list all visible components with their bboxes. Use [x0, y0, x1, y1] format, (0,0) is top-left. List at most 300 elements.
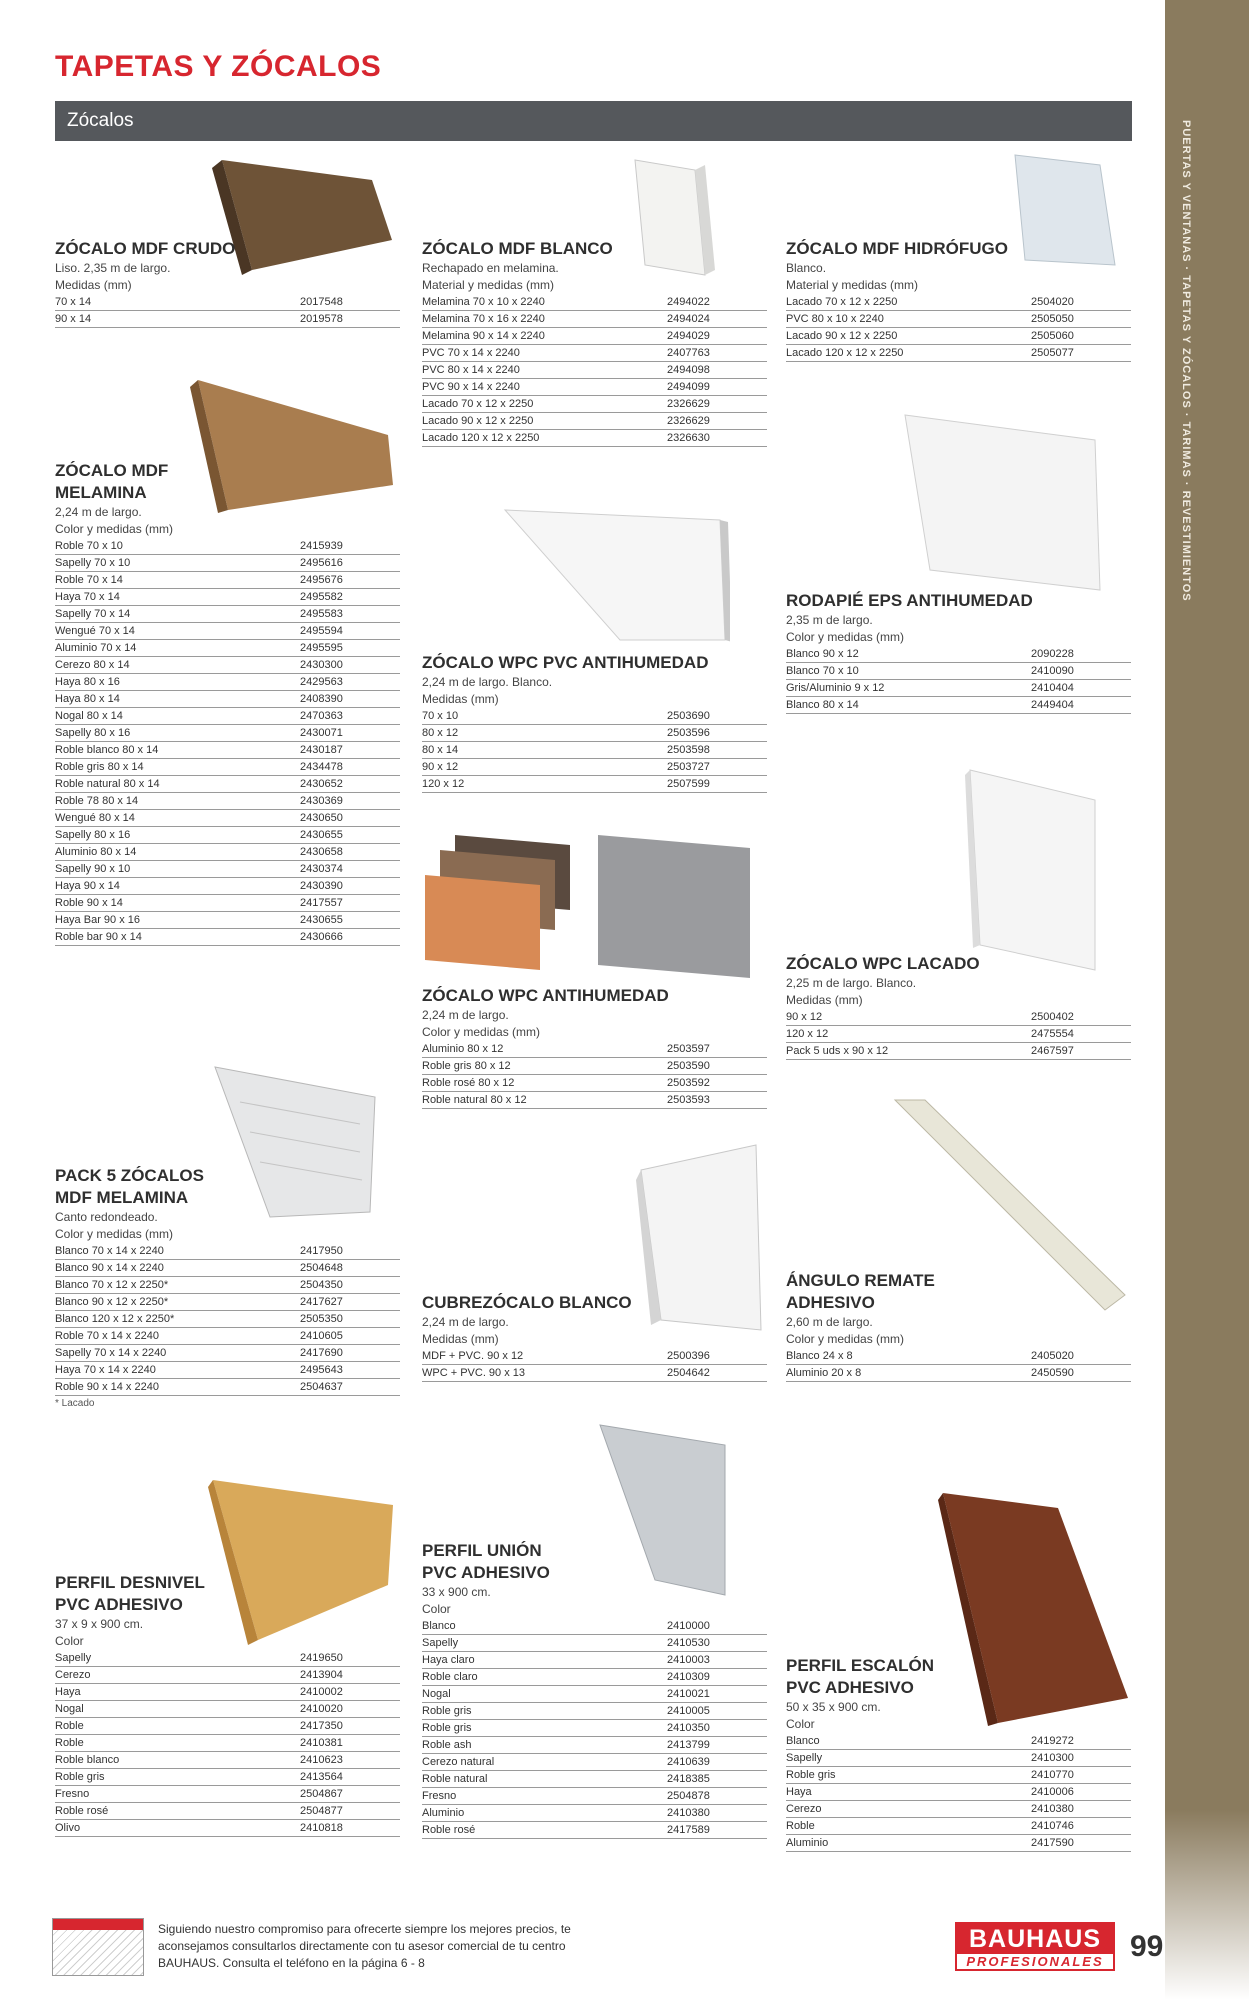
product-rows: [55, 294, 400, 328]
section-bar: [55, 101, 1132, 141]
row-label: Aluminio 80 x 12: [422, 1043, 504, 1055]
row-label: Gris/Aluminio 9 x 12: [786, 682, 885, 694]
row-label: Blanco 80 x 14: [786, 699, 859, 711]
table-row: [55, 1294, 400, 1311]
table-row: [55, 657, 400, 674]
row-label: Roble: [55, 1737, 84, 1749]
table-row: [786, 1750, 1131, 1767]
product-description: 2,24 m de largo.: [55, 505, 142, 519]
rodapie-eps-image: [900, 410, 1105, 595]
product-zocalo-mdf-hidrofugo: [786, 238, 1131, 362]
row-label: Haya 70 x 14 x 2240: [55, 1364, 156, 1376]
row-label: Cerezo 80 x 14: [55, 659, 130, 671]
row-label: Nogal 80 x 14: [55, 710, 123, 722]
row-label: Haya: [786, 1786, 812, 1798]
table-row: [786, 1043, 1131, 1060]
row-code: 2408390: [300, 693, 343, 705]
product-name: ZÓCALO MDF: [55, 461, 169, 480]
row-label: Blanco 70 x 10: [786, 665, 859, 677]
row-code: 2410006: [1031, 1786, 1074, 1798]
row-label: Roble rosé: [55, 1805, 109, 1817]
row-code: 2495594: [300, 625, 343, 637]
row-label: PVC 80 x 14 x 2240: [422, 364, 520, 376]
row-label: Blanco: [422, 1620, 456, 1632]
row-code: 2505077: [1031, 347, 1074, 359]
product-zocalo-mdf-blanco: [422, 238, 767, 447]
table-row: [786, 1801, 1131, 1818]
table-row: [422, 362, 767, 379]
row-code: 2419272: [1031, 1735, 1074, 1747]
row-label: Roble ash: [422, 1739, 472, 1751]
row-code: 2326629: [667, 415, 710, 427]
table-row: [55, 827, 400, 844]
row-label: Roble: [55, 1720, 84, 1732]
table-row: [786, 311, 1131, 328]
table-row: [55, 776, 400, 793]
product-note: * Lacado: [55, 1398, 95, 1409]
product-description: Blanco.: [786, 261, 827, 275]
product-zocalo-mdf-melamina: [55, 460, 400, 946]
table-row: [55, 1311, 400, 1328]
product-rows: [786, 294, 1131, 362]
row-code: 2495676: [300, 574, 343, 586]
row-code: 2410818: [300, 1822, 343, 1834]
product-name: ZÓCALO WPC ANTIHUMEDAD: [422, 986, 669, 1005]
row-label: Wengué 80 x 14: [55, 812, 135, 824]
product-rows: [55, 1650, 400, 1837]
row-code: 2410309: [667, 1671, 710, 1683]
row-code: 2413564: [300, 1771, 343, 1783]
row-code: 2410380: [1031, 1803, 1074, 1815]
table-row: [55, 691, 400, 708]
row-label: Blanco: [786, 1735, 820, 1747]
row-code: 2430666: [300, 931, 343, 943]
row-code: 2413799: [667, 1739, 710, 1751]
product-description: 2,24 m de largo.: [422, 1315, 509, 1329]
product-table-header: Color y medidas (mm): [786, 1332, 905, 1346]
row-label: 80 x 14: [422, 744, 459, 756]
row-label: Sapelly 80 x 16: [55, 727, 131, 739]
row-code: 2495582: [300, 591, 343, 603]
row-code: 2495643: [300, 1364, 343, 1376]
product-description: 2,24 m de largo. Blanco.: [422, 675, 553, 689]
product-name-line-2: MELAMINA: [55, 483, 147, 502]
row-code: 2475554: [1031, 1028, 1074, 1040]
product-table-header: Color: [55, 1634, 84, 1648]
table-row: [55, 810, 400, 827]
row-code: 2504637: [300, 1381, 343, 1393]
row-label: Haya 80 x 14: [55, 693, 120, 705]
side-tab-label: PUERTAS Y VENTANAS · TAPETAS Y ZÓCALOS · TARIMAS · REVESTIMIENTOS: [1180, 120, 1192, 602]
zocalo-wpc-lacado-image: [965, 765, 1105, 975]
row-label: 90 x 12: [422, 761, 459, 773]
row-code: 2326630: [667, 432, 710, 444]
row-code: 2504878: [667, 1790, 710, 1802]
row-label: Haya claro: [422, 1654, 475, 1666]
row-label: Sapelly 70 x 14 x 2240: [55, 1347, 167, 1359]
row-code: 2410605: [300, 1330, 343, 1342]
row-label: Roble 70 x 10: [55, 540, 123, 552]
table-row: [422, 311, 767, 328]
row-code: 2495595: [300, 642, 343, 654]
row-label: Roble natural: [422, 1773, 488, 1785]
table-row: [422, 1754, 767, 1771]
row-label: Sapelly 70 x 14: [55, 608, 131, 620]
brand-subtitle: PROFESIONALES: [955, 1952, 1115, 1971]
table-row: [55, 572, 400, 589]
row-code: 2410300: [1031, 1752, 1074, 1764]
table-row: [55, 555, 400, 572]
section-label: Zócalos: [67, 110, 134, 131]
row-label: PVC 80 x 10 x 2240: [786, 313, 884, 325]
row-code: 2405020: [1031, 1350, 1074, 1362]
row-code: 2494098: [667, 364, 710, 376]
row-label: Roble gris 80 x 14: [55, 761, 144, 773]
row-label: Cerezo: [55, 1669, 91, 1681]
table-row: [786, 1818, 1131, 1835]
row-label: Aluminio: [786, 1837, 829, 1849]
side-tab-fade: [1165, 1810, 1249, 2000]
product-perfil-union: [422, 1540, 767, 1839]
row-code: 2417690: [300, 1347, 343, 1359]
table-row: [55, 861, 400, 878]
table-row: [422, 1737, 767, 1754]
product-name: ZÓCALO MDF HIDRÓFUGO: [786, 239, 1008, 258]
row-code: 2419650: [300, 1652, 343, 1664]
row-label: Roble blanco 80 x 14: [55, 744, 159, 756]
row-code: 2495616: [300, 557, 343, 569]
product-rows: [422, 708, 767, 793]
product-perfil-escalon: [786, 1655, 1131, 1852]
row-code: 2017548: [300, 296, 343, 308]
row-label: Fresno: [55, 1788, 90, 1800]
row-code: 2430187: [300, 744, 343, 756]
table-row: [422, 430, 767, 447]
table-row: [55, 1701, 400, 1718]
product-rows: [422, 294, 767, 447]
row-code: 2410530: [667, 1637, 710, 1649]
row-code: 2503690: [667, 710, 710, 722]
row-label: Lacado 70 x 12 x 2250: [422, 398, 534, 410]
page-title: TAPETAS Y ZÓCALOS: [55, 50, 382, 83]
row-label: Olivo: [55, 1822, 81, 1834]
table-row: [55, 1735, 400, 1752]
product-table-header: Color y medidas (mm): [786, 630, 905, 644]
row-code: 2494024: [667, 313, 710, 325]
table-row: [422, 1365, 767, 1382]
table-row: [422, 1635, 767, 1652]
product-description: 2,24 m de largo.: [422, 1008, 509, 1022]
row-label: Cerezo natural: [422, 1756, 495, 1768]
product-name-line-2: ADHESIVO: [786, 1293, 875, 1312]
page-number: 99: [1130, 1930, 1164, 1963]
row-label: Pack 5 uds x 90 x 12: [786, 1045, 889, 1057]
row-code: 2410005: [667, 1705, 710, 1717]
row-code: 2410381: [300, 1737, 343, 1749]
row-code: 2505050: [1031, 313, 1074, 325]
table-row: [422, 1788, 767, 1805]
row-label: Roble gris: [55, 1771, 105, 1783]
product-description: 2,35 m de largo.: [786, 613, 873, 627]
table-row: [55, 1752, 400, 1769]
row-code: 2410639: [667, 1756, 710, 1768]
row-code: 2326629: [667, 398, 710, 410]
row-code: 2429563: [300, 676, 343, 688]
table-row: [422, 1686, 767, 1703]
table-row: [55, 1667, 400, 1684]
table-row: [422, 294, 767, 311]
row-label: PVC 70 x 14 x 2240: [422, 347, 520, 359]
table-row: [786, 1733, 1131, 1750]
row-label: PVC 90 x 14 x 2240: [422, 381, 520, 393]
row-code: 2494022: [667, 296, 710, 308]
table-row: [55, 1820, 400, 1837]
table-row: [55, 1650, 400, 1667]
product-name-line-2: PVC ADHESIVO: [422, 1563, 550, 1582]
row-label: 90 x 14: [55, 313, 92, 325]
product-name-line-2: MDF MELAMINA: [55, 1188, 189, 1207]
row-code: 2503592: [667, 1077, 710, 1089]
row-code: 2504867: [300, 1788, 343, 1800]
product-name: PERFIL ESCALÓN: [786, 1656, 934, 1675]
product-zocalo-mdf-crudo: [55, 238, 400, 328]
table-row: [55, 674, 400, 691]
row-label: Blanco 120 x 12 x 2250*: [55, 1313, 175, 1325]
row-label: Blanco 90 x 14 x 2240: [55, 1262, 164, 1274]
product-zocalo-wpc-antihumedad: [422, 985, 767, 1109]
table-row: [55, 708, 400, 725]
row-label: Roble natural 80 x 14: [55, 778, 160, 790]
product-table-header: Medidas (mm): [55, 278, 132, 292]
row-code: 2410404: [1031, 682, 1074, 694]
row-code: 2470363: [300, 710, 343, 722]
product-rows: [786, 646, 1131, 714]
product-name: ÁNGULO REMATE: [786, 1271, 935, 1290]
row-label: Roble: [786, 1820, 815, 1832]
row-code: 2410380: [667, 1807, 710, 1819]
row-label: Blanco 90 x 12 x 2250*: [55, 1296, 169, 1308]
table-row: [55, 1277, 400, 1294]
table-row: [422, 708, 767, 725]
table-row: [786, 663, 1131, 680]
product-table-header: Color: [786, 1717, 815, 1731]
row-code: 2504350: [300, 1279, 343, 1291]
row-code: 2090228: [1031, 648, 1074, 660]
row-label: Nogal: [422, 1688, 451, 1700]
row-code: 2449404: [1031, 699, 1074, 711]
product-description: 2,25 m de largo. Blanco.: [786, 976, 917, 990]
table-row: [55, 1328, 400, 1345]
row-label: Roble 70 x 14: [55, 574, 123, 586]
row-label: 80 x 12: [422, 727, 459, 739]
table-row: [55, 538, 400, 555]
zocalo-wpc-antihumedad-image: [420, 830, 755, 980]
table-row: [422, 345, 767, 362]
brand-name: BAUHAUS: [955, 1922, 1115, 1952]
table-row: [55, 640, 400, 657]
row-label: 120 x 12: [422, 778, 465, 790]
row-code: 2504642: [667, 1367, 710, 1379]
row-label: Sapelly 80 x 16: [55, 829, 131, 841]
side-tab: [1165, 0, 1249, 1810]
product-name-line-2: PVC ADHESIVO: [786, 1678, 914, 1697]
row-code: 2410770: [1031, 1769, 1074, 1781]
row-label: Sapelly: [786, 1752, 823, 1764]
table-row: [55, 1362, 400, 1379]
footer-text: Siguiendo nuestro compromiso para ofrecerte siempre los mejores precios, te aconsejamos consultarlos directamente con tu asesor comercial de tu centro BAUHAUS. Consulta el teléfono en la página 6 - 8: [158, 1922, 571, 1970]
table-row: [55, 895, 400, 912]
table-row: [786, 1767, 1131, 1784]
product-rows: [55, 538, 400, 946]
row-code: 2430071: [300, 727, 343, 739]
row-label: 120 x 12: [786, 1028, 829, 1040]
table-row: [55, 1803, 400, 1820]
table-row: [422, 328, 767, 345]
table-row: [786, 646, 1131, 663]
table-row: [55, 1243, 400, 1260]
product-zocalo-wpc-lacado: [786, 953, 1131, 1060]
zocalo-wpc-pvc-image: [500, 500, 730, 645]
row-label: Roble 90 x 14: [55, 897, 123, 909]
row-code: 2430650: [300, 812, 343, 824]
table-row: [55, 311, 400, 328]
product-rows: [786, 1348, 1131, 1382]
row-code: 2430655: [300, 829, 343, 841]
product-description: Canto redondeado.: [55, 1210, 158, 1224]
table-row: [422, 776, 767, 793]
row-label: Roble 90 x 14 x 2240: [55, 1381, 159, 1393]
row-code: 2417590: [1031, 1837, 1074, 1849]
table-row: [786, 680, 1131, 697]
row-label: Lacado 120 x 12 x 2250: [786, 347, 904, 359]
row-code: 2410002: [300, 1686, 343, 1698]
table-row: [786, 1365, 1131, 1382]
row-label: Blanco 70 x 12 x 2250*: [55, 1279, 169, 1291]
product-pack-5-zocalos: [55, 1165, 400, 1412]
row-code: 2450590: [1031, 1367, 1074, 1379]
table-row: [55, 606, 400, 623]
row-code: 2494099: [667, 381, 710, 393]
row-code: 2434478: [300, 761, 343, 773]
table-row: [786, 328, 1131, 345]
table-row: [55, 623, 400, 640]
row-code: 2430374: [300, 863, 343, 875]
row-label: Blanco 90 x 12: [786, 648, 859, 660]
product-name-line-2: PVC ADHESIVO: [55, 1595, 183, 1614]
table-row: [55, 878, 400, 895]
product-rows: [786, 1009, 1131, 1060]
row-code: 2500396: [667, 1350, 710, 1362]
table-row: [55, 1769, 400, 1786]
table-row: [422, 413, 767, 430]
table-row: [786, 1784, 1131, 1801]
table-row: [786, 345, 1131, 362]
table-row: [422, 1822, 767, 1839]
row-label: 70 x 14: [55, 296, 92, 308]
row-label: Melamina 90 x 14 x 2240: [422, 330, 545, 342]
row-label: Roble gris: [422, 1705, 472, 1717]
product-cubrezocalo-blanco: [422, 1292, 767, 1382]
row-label: Lacado 120 x 12 x 2250: [422, 432, 540, 444]
table-row: [422, 759, 767, 776]
row-label: Blanco 24 x 8: [786, 1350, 853, 1362]
product-name: ZÓCALO MDF CRUDO: [55, 239, 236, 258]
product-name: ZÓCALO WPC PVC ANTIHUMEDAD: [422, 653, 709, 672]
row-code: 2494029: [667, 330, 710, 342]
product-rows: [422, 1041, 767, 1109]
product-description: 37 x 9 x 900 cm.: [55, 1617, 144, 1631]
row-label: Blanco 70 x 14 x 2240: [55, 1245, 164, 1257]
table-row: [55, 929, 400, 946]
table-row: [422, 1041, 767, 1058]
row-label: Haya: [55, 1686, 81, 1698]
row-label: Sapelly 70 x 10: [55, 557, 131, 569]
product-zocalo-wpc-pvc-antihumedad: [422, 652, 767, 793]
row-label: Wengué 70 x 14: [55, 625, 135, 637]
product-name: ZÓCALO MDF BLANCO: [422, 239, 613, 258]
row-label: Roble blanco: [55, 1754, 120, 1766]
product-description: Rechapado en melamina.: [422, 261, 559, 275]
row-code: 2503593: [667, 1094, 710, 1106]
row-label: Roble natural 80 x 12: [422, 1094, 527, 1106]
row-code: 2407763: [667, 347, 710, 359]
row-code: 2430658: [300, 846, 343, 858]
row-label: WPC + PVC. 90 x 13: [422, 1367, 526, 1379]
row-label: Roble rosé: [422, 1824, 476, 1836]
product-perfil-desnivel: [55, 1572, 400, 1837]
row-code: 2417627: [300, 1296, 343, 1308]
product-rows: [422, 1348, 767, 1382]
row-label: Roble 70 x 14 x 2240: [55, 1330, 159, 1342]
table-row: [55, 1684, 400, 1701]
row-code: 2505060: [1031, 330, 1074, 342]
product-rows: [55, 1243, 400, 1396]
table-row: [422, 1805, 767, 1822]
product-rodapie-eps-antihumedad: [786, 590, 1131, 714]
row-label: Haya 80 x 16: [55, 676, 120, 688]
row-label: Fresno: [422, 1790, 457, 1802]
row-code: 2410020: [300, 1703, 343, 1715]
row-code: 2430390: [300, 880, 343, 892]
row-label: 90 x 12: [786, 1011, 823, 1023]
row-code: 2504020: [1031, 296, 1074, 308]
row-code: 2507599: [667, 778, 710, 790]
table-row: [786, 294, 1131, 311]
table-row: [55, 793, 400, 810]
product-table-header: Medidas (mm): [786, 993, 863, 1007]
table-row: [55, 1718, 400, 1735]
row-code: 2430300: [300, 659, 343, 671]
table-row: [422, 1618, 767, 1635]
table-row: [422, 1703, 767, 1720]
row-code: 2430655: [300, 914, 343, 926]
row-label: Roble 78 80 x 14: [55, 795, 139, 807]
row-label: Roble gris: [786, 1769, 836, 1781]
table-row: [55, 1379, 400, 1396]
row-code: 2467597: [1031, 1045, 1074, 1057]
table-row: [422, 1348, 767, 1365]
product-table-header: Material y medidas (mm): [786, 278, 919, 292]
table-row: [422, 742, 767, 759]
table-row: [422, 1669, 767, 1686]
row-code: 2503596: [667, 727, 710, 739]
row-code: 2410021: [667, 1688, 710, 1700]
product-table-header: Color y medidas (mm): [55, 522, 174, 536]
product-angulo-remate: [786, 1270, 1131, 1382]
row-code: 2410350: [667, 1722, 710, 1734]
product-name: ZÓCALO WPC LACADO: [786, 954, 980, 973]
product-rows: [422, 1618, 767, 1839]
